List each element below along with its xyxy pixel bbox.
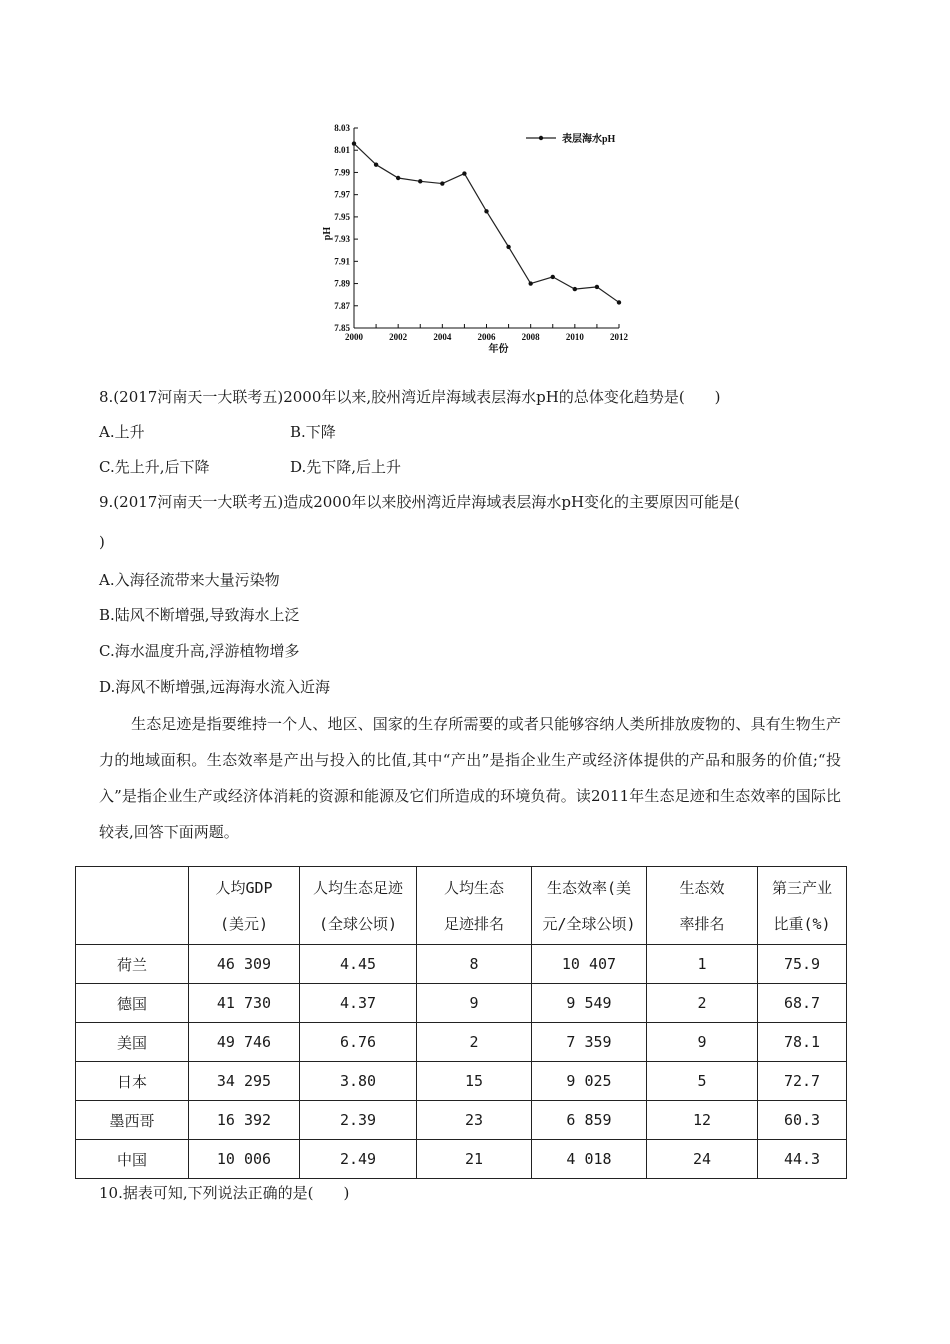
y-tick-label: 7.99 — [334, 167, 350, 178]
q10-stem: 10.据表可知,下列说法正确的是( ) — [99, 1184, 350, 1202]
x-tick-label: 2004 — [433, 332, 452, 342]
passage-text: 生态足迹是指要维持一个人、地区、国家的生存所需要的或者只能够容纳人类所排放废物的、具有生物生产力的地域面积。生态效率是产出与投入的比值,其中“产出”是指企业生产或经济体提供的产品和服务的价值;“投入”是指企业生产或经济体消耗的资源和能源及它们所造成的环境负荷。读2011年生态足迹和生态效率的国际比较表,回答下面两题。 — [99, 715, 841, 841]
header-cell: 生态效率(美 元/全球公顷) — [532, 867, 647, 945]
legend-marker — [539, 136, 543, 140]
table-cell: 10 006 — [189, 1140, 300, 1179]
data-point — [617, 300, 621, 304]
q8-option-b: B.下降 — [290, 423, 336, 441]
q9-option-d: D.海风不断增强,远海海水流入近海 — [99, 678, 331, 696]
table-cell: 10 407 — [532, 945, 647, 984]
ph-line-chart — [320, 118, 640, 358]
table-cell: 9 — [417, 984, 532, 1023]
data-point — [528, 281, 532, 285]
table-cell: 68.7 — [758, 984, 847, 1023]
header-cell: 第三产业 比重(%) — [758, 867, 847, 945]
table-cell: 2 — [417, 1023, 532, 1062]
x-tick-label: 2012 — [610, 332, 628, 342]
table-cell: 46 309 — [189, 945, 300, 984]
table-cell: 44.3 — [758, 1140, 847, 1179]
table-cell: 4 018 — [532, 1140, 647, 1179]
data-point — [506, 245, 510, 249]
table-row — [76, 984, 847, 1023]
y-tick-label: 8.01 — [334, 145, 350, 156]
table-row — [76, 945, 847, 984]
legend-label: 表层海水pH — [562, 134, 616, 145]
y-tick-label: 8.03 — [334, 123, 350, 133]
data-point — [484, 209, 488, 213]
table-cell: 墨西哥 — [76, 1101, 189, 1140]
table-cell: 4.37 — [300, 984, 417, 1023]
table-row — [76, 1023, 847, 1062]
table-header-row — [76, 867, 847, 945]
table-cell: 中国 — [76, 1140, 189, 1179]
data-point — [551, 275, 555, 279]
x-tick-label: 2010 — [565, 332, 584, 342]
table-cell: 1 — [647, 945, 758, 984]
table-cell: 美国 — [76, 1023, 189, 1062]
table-cell: 7 359 — [532, 1023, 647, 1062]
table-cell: 2 — [647, 984, 758, 1023]
table-cell: 6 859 — [532, 1101, 647, 1140]
table-cell: 5 — [647, 1062, 758, 1101]
q9-stem: 9.(2017河南天一大联考五)造成2000年以来胶州湾近岸海域表层海水pH变化的主要原因可能是( — [99, 493, 740, 511]
y-tick-label: 7.91 — [334, 256, 350, 267]
table-cell: 3.80 — [300, 1062, 417, 1101]
table-cell: 6.76 — [300, 1023, 417, 1062]
table-cell: 2.39 — [300, 1101, 417, 1140]
data-point — [396, 176, 400, 180]
table-row — [76, 1101, 847, 1140]
q8-option-d: D.先下降,后上升 — [290, 458, 402, 476]
passage — [99, 706, 841, 850]
q8-option-a: A.上升 — [99, 423, 145, 441]
table-cell: 21 — [417, 1140, 532, 1179]
x-tick-label: 2000 — [345, 332, 363, 342]
x-tick-label: 2008 — [521, 332, 540, 342]
y-tick-label: 7.95 — [334, 211, 350, 222]
y-tick-label: 7.85 — [334, 323, 350, 333]
table-cell: 16 392 — [189, 1101, 300, 1140]
table-cell: 72.7 — [758, 1062, 847, 1101]
data-point — [374, 162, 378, 166]
table-cell: 15 — [417, 1062, 532, 1101]
table-cell: 49 746 — [189, 1023, 300, 1062]
table-cell: 荷兰 — [76, 945, 189, 984]
table-cell: 75.9 — [758, 945, 847, 984]
table-cell: 4.45 — [300, 945, 417, 984]
y-tick-label: 7.93 — [334, 234, 350, 245]
data-point — [440, 181, 444, 185]
data-point — [418, 179, 422, 183]
y-tick-label: 7.97 — [334, 189, 350, 200]
data-point — [573, 287, 577, 291]
table-cell: 9 025 — [532, 1062, 647, 1101]
data-point — [352, 141, 356, 145]
header-cell: 人均生态 足迹排名 — [417, 867, 532, 945]
q9-option-a: A.入海径流带来大量污染物 — [99, 571, 280, 589]
table-cell: 德国 — [76, 984, 189, 1023]
q8-stem: 8.(2017河南天一大联考五)2000年以来,胶州湾近岸海域表层海水pH的总体变化趋势是( ) — [99, 388, 721, 406]
y-tick-label: 7.89 — [334, 278, 350, 289]
q9-stem-end: ) — [99, 533, 105, 551]
q9-option-c: C.海水温度升高,浮游植物增多 — [99, 642, 300, 660]
eco-table — [75, 866, 847, 1179]
q9-option-b: B.陆风不断增强,导致海水上泛 — [99, 606, 300, 624]
header-cell: 生态效 率排名 — [647, 867, 758, 945]
table-cell: 41 730 — [189, 984, 300, 1023]
table-cell: 34 295 — [189, 1062, 300, 1101]
q8-option-c: C.先上升,后下降 — [99, 458, 210, 476]
table-cell: 2.49 — [300, 1140, 417, 1179]
header-cell: 人均生态足迹 (全球公顷) — [300, 867, 417, 945]
table-cell: 78.1 — [758, 1023, 847, 1062]
data-point — [595, 285, 599, 289]
header-cell — [76, 867, 189, 945]
header-cell: 人均GDP (美元) — [189, 867, 300, 945]
table-cell: 日本 — [76, 1062, 189, 1101]
x-tick-label: 2002 — [389, 332, 408, 342]
table-cell: 23 — [417, 1101, 532, 1140]
table-cell: 8 — [417, 945, 532, 984]
table-cell: 9 — [647, 1023, 758, 1062]
table-cell: 60.3 — [758, 1101, 847, 1140]
y-axis-label: pH — [322, 226, 333, 241]
table-cell: 9 549 — [532, 984, 647, 1023]
data-point — [462, 171, 466, 175]
table-cell: 24 — [647, 1140, 758, 1179]
series-line — [354, 144, 619, 303]
y-tick-label: 7.87 — [334, 300, 350, 311]
table-cell: 12 — [647, 1101, 758, 1140]
x-tick-label: 2006 — [477, 332, 496, 342]
table-row — [76, 1062, 847, 1101]
table-row — [76, 1140, 847, 1179]
chart-svg — [320, 118, 640, 358]
x-axis-label: 年份 — [488, 344, 509, 355]
